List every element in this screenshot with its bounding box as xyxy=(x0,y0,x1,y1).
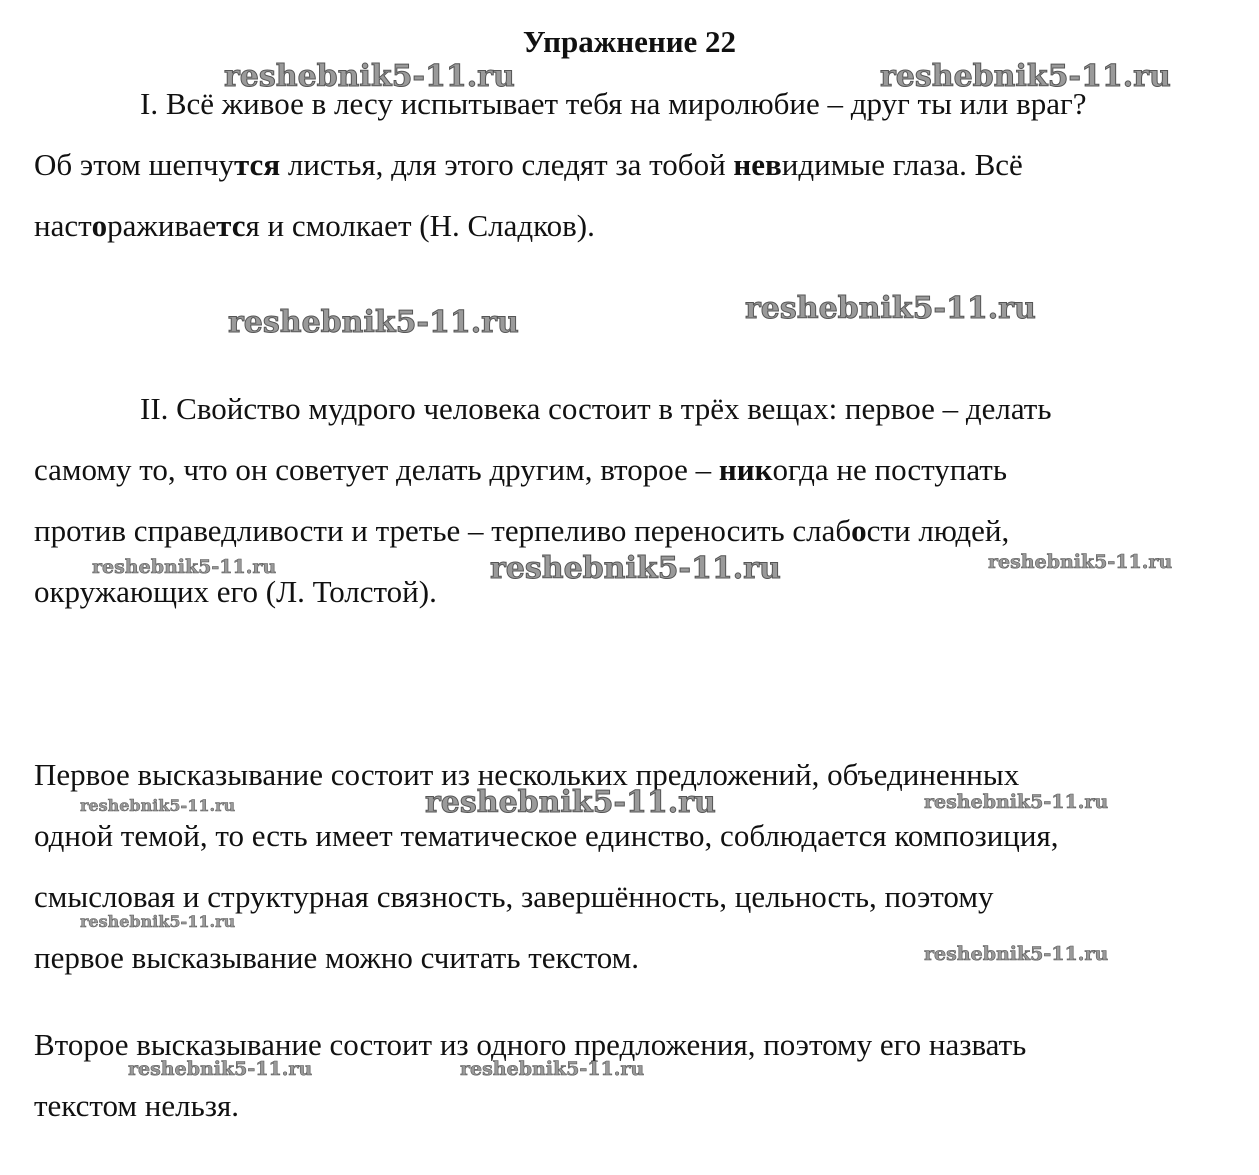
p2-line-4: окружающих его (Л. Толстой). xyxy=(34,574,437,609)
watermark: reshebnik5-11.ru xyxy=(880,59,1171,94)
p2-line-3: против справедливости и третье – терпеливо переносить слабости людей, xyxy=(34,513,1010,548)
watermark: reshebnik5-11.ru xyxy=(92,556,277,578)
p1-line-1: I. Всё живое в лесу испытывает тебя на миролюбие – друг ты или враг? xyxy=(140,86,1087,121)
watermark: reshebnik5-11.ru xyxy=(924,791,1109,813)
watermark: reshebnik5-11.ru xyxy=(460,1058,645,1080)
watermark: reshebnik5-11.ru xyxy=(80,796,236,815)
p1-line-2: Об этом шепчутся листья, для этого следят за тобой невидимые глаза. Всё xyxy=(34,147,1023,182)
p2-line-1: II. Свойство мудрого человека состоит в трёх вещах: первое – делать xyxy=(140,391,1052,426)
p4-line-2: текстом нельзя. xyxy=(34,1088,239,1123)
p3-line-1: Первое высказывание состоит из нескольких предложений, объединенных xyxy=(34,757,1020,792)
watermark: reshebnik5-11.ru xyxy=(924,943,1109,965)
watermark: reshebnik5-11.ru xyxy=(988,551,1173,573)
watermark: reshebnik5-11.ru xyxy=(80,912,236,931)
watermark: reshebnik5-11.ru xyxy=(224,59,515,94)
p4-line-1: Второе высказывание состоит из одного предложения, поэтому его назвать xyxy=(34,1027,1027,1062)
watermark: reshebnik5-11.ru xyxy=(228,305,519,340)
p3-line-3: смысловая и структурная связность, завершённость, цельность, поэтому xyxy=(34,879,994,914)
exercise-title: Упражнение 22 xyxy=(522,24,737,59)
p1-line-3: настораживается и смолкает (Н. Сладков). xyxy=(34,208,595,243)
watermark: reshebnik5-11.ru xyxy=(745,291,1036,326)
p3-line-4: первое высказывание можно считать текстом. xyxy=(34,940,639,975)
p3-line-2: одной темой, то есть имеет тематическое единство, соблюдается композиция, xyxy=(34,818,1059,853)
p2-line-2: самому то, что он советует делать другим, второе – никогда не поступать xyxy=(34,452,1007,487)
watermark: reshebnik5-11.ru xyxy=(425,785,716,820)
watermark: reshebnik5-11.ru xyxy=(490,551,781,586)
watermark: reshebnik5-11.ru xyxy=(128,1058,313,1080)
